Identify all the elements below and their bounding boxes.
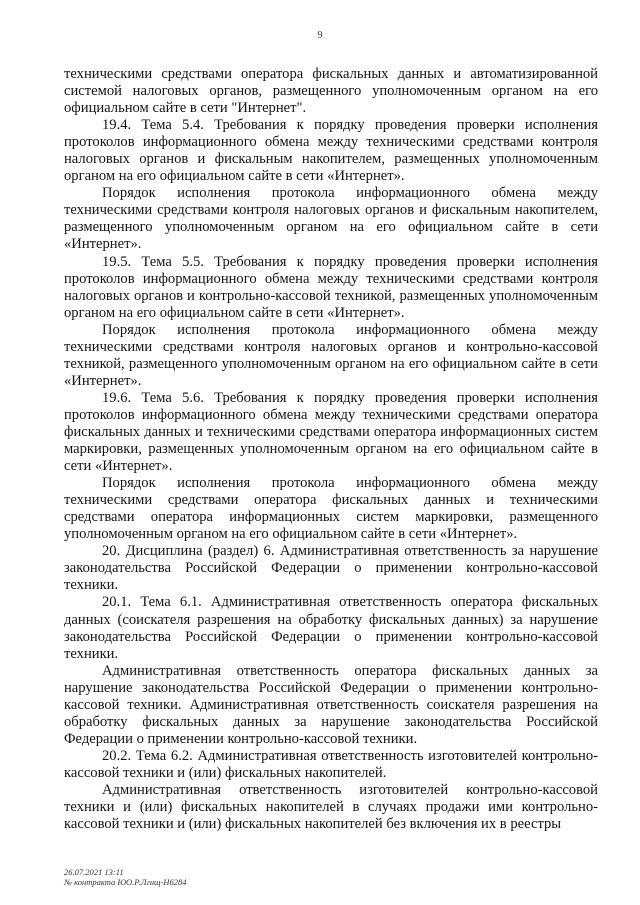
paragraph-19-4-heading: 19.4. Тема 5.4. Требования к порядку проведения проверки исполнения протоколов информационного обмена между техническими средствами контроля налоговых органов и фискальным накопителем, размещенных уполномоченным органом на его официальном сайте в сети «Интернет». <box>64 117 598 185</box>
footer-timestamp: 26.07.2021 13:11 <box>64 867 124 877</box>
paragraph-20-heading: 20. Дисциплина (раздел) 6. Административная ответственность за нарушение законодательства Российской Федерации о применении контрольно-кассовой техники. <box>64 543 598 594</box>
paragraph-19-6-body: Порядок исполнения протокола информационного обмена между техническими средствами оператора фискальных данных и техническими средствами оператора информационных систем маркировки, размещенного уполномоченным органом на его официальном сайте в сети «Интернет». <box>64 475 598 543</box>
paragraph-19-5-heading: 19.5. Тема 5.5. Требования к порядку проведения проверки исполнения протоколов информационного обмена между техническими средствами контроля налоговых органов и контрольно-кассовой техникой, размещенных уполномоченным органом на его официальном сайте в сети «Интернет». <box>64 253 598 321</box>
document-body <box>64 66 598 833</box>
paragraph-20-2-heading: 20.2. Тема 6.2. Административная ответственность изготовителей контрольно-кассовой техники и (или) фискальных накопителей. <box>64 747 598 781</box>
paragraph-19-6-heading: 19.6. Тема 5.6. Требования к порядку проведения проверки исполнения протоколов информационного обмена между техническими средствами оператора фискальных данных и техническими средствами оператора информационных систем маркировки, размещенных уполномоченным органом на его официальном сайте в сети «Интернет». <box>64 389 598 475</box>
page-footer <box>64 867 186 887</box>
paragraph-20-2-body: Административная ответственность изготовителей контрольно-кассовой техники и (или) фискальных накопителей в случаях продажи ими контрольно-кассовой техники и (или) фискальных накопителей без включения их в реестры <box>64 781 598 833</box>
paragraph-19-4-body: Порядок исполнения протокола информационного обмена между техническими средствами контроля налоговых органов и фискальным накопителем, размещенного уполномоченным органом на его официальном сайте в сети «Интернет». <box>64 185 598 253</box>
footer-contract-number: № контракта ЮО.Р.Лгнщ-Н6284 <box>64 877 187 887</box>
page-number: 9 <box>317 30 323 41</box>
paragraph-19-5-body: Порядок исполнения протокола информационного обмена между техническими средствами контроля налоговых органов и контрольно-кассовой техникой, размещенного уполномоченным органом на его официальном сайте в сети «Интернет». <box>64 321 598 389</box>
paragraph-continuation: техническими средствами оператора фискальных данных и автоматизированной системой налоговых органов, размещенного уполномоченным органом на его официальном сайте в сети "Интернет". <box>64 66 598 117</box>
paragraph-20-1-heading: 20.1. Тема 6.1. Административная ответственность оператора фискальных данных (соискателя разрешения на обработку фискальных данных) за нарушение законодательства Российской Федерации о применении контрольно-кассовой техники. <box>64 594 598 662</box>
paragraph-20-1-body: Административная ответственность оператора фискальных данных за нарушение законодательства Российской Федерации о применении контрольно-кассовой техники. Административная ответственность соискателя разрешения на обработку фискальных данных за нарушение законодательства Российской Федерации о применении контрольно-кассовой техники. <box>64 662 598 747</box>
